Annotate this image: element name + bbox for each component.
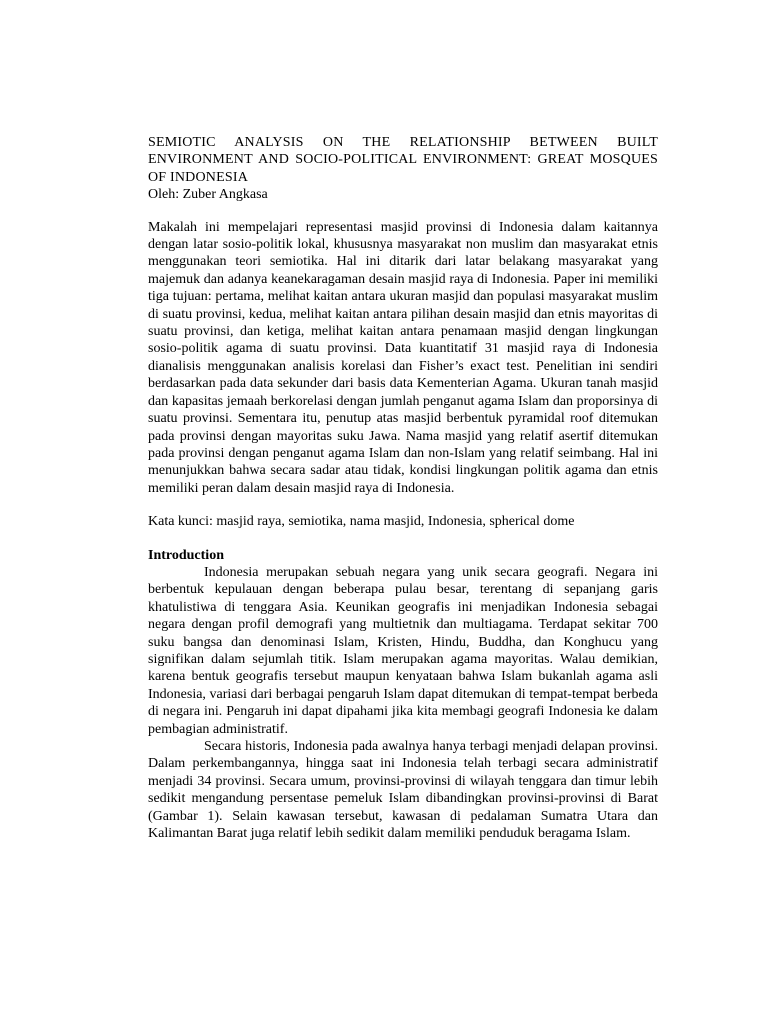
section-heading-introduction: Introduction <box>148 547 224 563</box>
introduction-paragraph-1: Indonesia merupakan sebuah negara yang unik secara geografi. Negara ini berbentuk kepulauan dengan beberapa pulau besar, terentang di sepanjang garis khatulistiwa di tenggara Asia. Keunikan geografis ini menjadikan Indonesia sebagai negara dengan profil demografi yang multietnik dan multiagama. Terdapat sekitar 700 suku bangsa dan denominasi Islam, Kristen, Hindu, Buddha, dan Konghucu yang signifikan dalam sejumlah titik. Islam merupakan agama mayoritas. Walau demikian, karena bentuk geografis tersebut maupun kenyataan bahwa Islam bukanlah agama asli Indonesia, variasi dari berbagai pengaruh Islam dapat ditemukan di tempat-tempat berbeda di negara ini. Pengaruh ini dapat dipahami jika kita membagi geografi Indonesia ke dalam pembagian administratif. <box>148 564 658 737</box>
abstract-paragraph: Makalah ini mempelajari representasi masjid provinsi di Indonesia dalam kaitannya dengan latar sosio-politik lokal, khususnya masyarakat non muslim dan masyarakat etnis menggunakan teori semiotika. Hal ini ditarik dari latar belakang masyarakat yang majemuk dan adanya keanekaragaman desain masjid raya di Indonesia. Paper ini memiliki tiga tujuan: pertama, melihat kaitan antara ukuran masjid dan populasi masyarakat muslim di suatu provinsi, kedua, melihat kaitan antara pilihan desain masjid dan etnis mayoritas di suatu provinsi, dan ketiga, melihat kaitan antara penamaan masjid dengan lingkungan sosio-politik agama di suatu provinsi. Data kuantitatif 31 masjid raya di Indonesia dianalisis menggunakan analisis korelasi dan Fisher’s exact test. Penelitian ini sendiri berdasarkan pada data sekunder dari basis data Kementerian Agama. Ukuran tanah masjid dan kapasitas jemaah berkorelasi dengan jumlah penganut agama Islam dan proporsinya di suatu provinsi. Sementara itu, penutup atas masjid berbentuk pyramidal roof ditemukan pada provinsi dengan mayoritas suku Jawa. Nama masjid yang relatif asertif ditemukan pada provinsi dengan penganut agama Islam dan non-Islam yang relatif seimbang. Hal ini menunjukkan bahwa secara sadar atau tidak, kondisi lingkungan politik agama dan etnis memiliki peran dalam desain masjid raya di Indonesia. <box>148 219 658 496</box>
keywords-line: Kata kunci: masjid raya, semiotika, nama masjid, Indonesia, spherical dome <box>148 514 575 530</box>
paper-title: SEMIOTIC ANALYSIS ON THE RELATIONSHIP BETWEEN BUILT ENVIRONMENT AND SOCIO-POLITICAL ENVIRONMENT: GREAT MOSQUES OF INDONESIA <box>148 135 658 185</box>
author-line: Oleh: Zuber Angkasa <box>148 187 268 203</box>
introduction-paragraph-2: Secara historis, Indonesia pada awalnya hanya terbagi menjadi delapan provinsi. Dalam perkembangannya, hingga saat ini Indonesia telah terbagi secara administratif menjadi 34 provinsi. Secara umum, provinsi-provinsi di wilayah tenggara dan timur lebih sedikit mengandung persentase pemeluk Islam dibandingkan provinsi-provinsi di Barat (Gambar 1). Selain kawasan tersebut, kawasan di pedalaman Sumatra Utara dan Kalimantan Barat juga relatif lebih sedikit dalam memiliki penduduk beragama Islam. <box>148 739 658 842</box>
page-content <box>148 134 658 842</box>
